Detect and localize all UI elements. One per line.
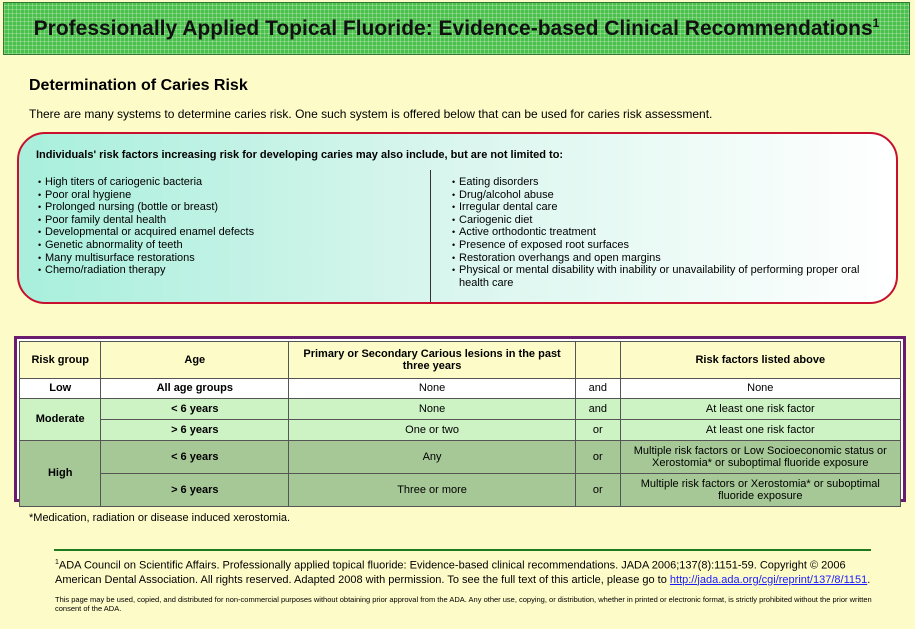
risk-factors-heading: Individuals' risk factors increasing risk for developing caries may also include, but are not limited to: [36,149,564,161]
page-title-text: Professionally Applied Topical Fluoride: Evidence-based Clinical Recommendations [33,17,873,40]
intro-text: There are many systems to determine caries risk. One such system is offered below that can be used for caries risk assessment. [29,107,713,121]
risk-group-cell: Moderate [20,399,101,441]
title-footnote-marker: 1 [872,16,880,30]
risk-factors-list-right [452,176,882,289]
list-item: • Poor family dental health [38,214,418,227]
list-item: • Drug/alcohol abuse [452,189,882,202]
lesions-cell: One or two [289,420,576,441]
age-cell: < 6 years [101,399,289,420]
lesions-cell: Three or more [289,474,576,507]
risk-factors-cell: At least one risk factor [620,420,900,441]
citation-text: ADA Council on Scientific Affairs. Professionally applied topical fluoride: Evidence-based clinical recommendations. JADA 2006;137(8):1151-59. Copyright © 2006 American Dental Association. All rights reserved. Adapted 2008 with permission. To see the full text of this article, please go to [55,559,846,586]
connector-cell: and [575,379,620,399]
risk-factors-cell: None [620,379,900,399]
risk-factors-box [17,132,898,304]
connector-cell: and [575,399,620,420]
list-item: • Physical or mental disability with inability or unavailability of performing proper oral health care [452,264,882,289]
age-cell: All age groups [101,379,289,399]
table-row-high-1 [20,441,901,474]
risk-table-frame [14,336,906,502]
header-lesions: Primary or Secondary Carious lesions in the past three years [289,342,576,379]
lesions-cell: None [289,399,576,420]
citation-end: . [867,573,871,586]
age-cell: > 6 years [101,420,289,441]
page-title [34,16,880,41]
list-item: • Cariogenic diet [452,214,882,227]
risk-group-cell: Low [20,379,101,399]
list-item: • Irregular dental care [452,201,882,214]
table-row-low [20,379,901,399]
age-cell: < 6 years [101,441,289,474]
lesions-cell: Any [289,441,576,474]
list-item: • Poor oral hygiene [38,189,418,202]
list-item: • Many multisurface restorations [38,252,418,265]
list-item: • Prolonged nursing (bottle or breast) [38,201,418,214]
list-item: • Developmental or acquired enamel defects [38,226,418,239]
header-age: Age [101,342,289,379]
reprint-link[interactable]: http://jada.ada.org/cgi/reprint/137/8/1151 [669,573,868,586]
list-item: • High titers of cariogenic bacteria [38,176,418,189]
risk-factors-list-left [38,176,418,277]
risk-factors-cell: Multiple risk factors or Low Socioeconomic status or Xerostomia* or suboptimal fluoride exposure [620,441,900,474]
lesions-cell: None [289,379,576,399]
list-item: • Restoration overhangs and open margins [452,252,882,265]
risk-group-cell: High [20,441,101,507]
title-banner [3,2,910,55]
header-connector [575,342,620,379]
risk-factors-cell: At least one risk factor [620,399,900,420]
table-row-moderate-1 [20,399,901,420]
list-item: • Eating disorders [452,176,882,189]
section-title: Determination of Caries Risk [29,77,248,94]
list-item: • Active orthodontic treatment [452,226,882,239]
connector-cell: or [575,420,620,441]
list-item: • Presence of exposed root surfaces [452,239,882,252]
age-cell: > 6 years [101,474,289,507]
table-row-high-2 [20,474,901,507]
connector-cell: or [575,441,620,474]
header-risk-factors: Risk factors listed above [620,342,900,379]
table-row-moderate-2 [20,420,901,441]
connector-cell: or [575,474,620,507]
list-item: • Genetic abnormality of teeth [38,239,418,252]
citation-marker: 1 [55,559,59,566]
footer-divider [54,549,871,551]
column-divider [430,170,431,302]
citation [55,556,885,587]
risk-factors-cell: Multiple risk factors or Xerostomia* or suboptimal fluoride exposure [620,474,900,507]
xerostomia-footnote: *Medication, radiation or disease induced xerostomia. [29,512,291,524]
header-risk-group: Risk group [20,342,101,379]
table-header-row [20,342,901,379]
permission-notice: This page may be used, copied, and distributed for non-commercial purposes without obtaining prior approval from the ADA. Any other use, copying, or distribution, whether in printed or electronic format, is strictly prohibited without the prior written consent of the ADA. [55,595,872,613]
list-item: • Chemo/radiation therapy [38,264,418,277]
caries-risk-table [19,341,901,507]
